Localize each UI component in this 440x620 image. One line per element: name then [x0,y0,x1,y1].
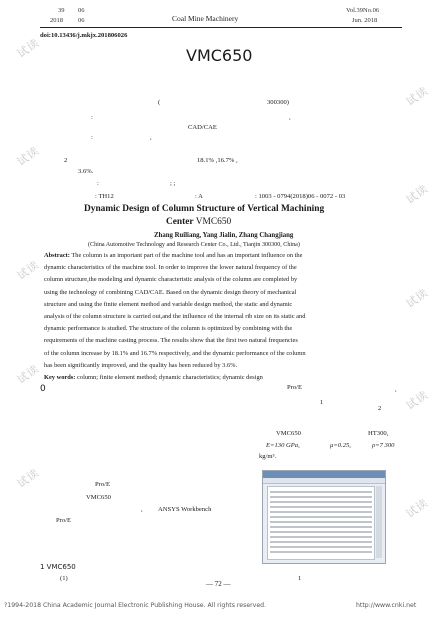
watermark: 试读 [403,84,431,109]
abstract-label: Abstract: [44,252,70,259]
body-ref-2: 2 [378,405,382,412]
zh-percentage-2: 3.6%. [78,168,94,175]
abstract-line-1 [44,250,396,262]
watermark: 试读 [403,388,431,413]
body-density-unit: kg/m³. [259,453,277,460]
zh-comma2: , [150,134,152,141]
en-affiliation: (China Automotive Technology and Research Center Co., Ltd., Tianjin 300300, China) [88,242,300,248]
en-authors: Zhang Ruiliang, Yang Jialin, Zhang Changjiang [154,232,294,239]
watermark: 试读 [403,182,431,207]
abstract-line-2: dynamic characteristics of the machine tool. In order to improve the lower natural frequency of the [44,264,297,272]
zh-colon2: : [91,134,93,141]
watermark: 试读 [14,36,42,61]
watermark: 试读 [14,362,42,387]
figure-row [270,546,372,548]
zh-keywords-semicolons: ; ; [170,180,176,187]
header-vol-right: Vol.39No.06 [346,7,380,14]
abstract-line-4: using the technology of combining CAD/CAE. Based on the dynamic design theory of mechanical [44,288,297,296]
figure-row [270,491,372,493]
body-proe: Pro/E [287,384,303,391]
section-1-subheading: (1) [60,575,68,582]
figure-row [270,521,372,523]
body-modulus: E=130 GPa, [266,442,300,449]
keywords-line [44,372,396,384]
header-rule [40,27,402,28]
software-screenshot-figure [262,470,386,564]
section-1-heading: 1 VMC650 [40,563,76,571]
body-vmc650: VMC650 [276,430,301,437]
body-left-vmc650: VMC650 [86,494,111,501]
body-right-ref-1: 1 [298,575,302,582]
zh-affil-paren: ( [158,99,161,106]
zh-article-id: : 1003 - 0794(2018)06 - 0072 - 03 [255,193,346,200]
zh-number-2: 2 [64,157,68,164]
abstract-line-7: dynamic performance is studied. The structure of the column is optimized by combining with the [44,325,293,333]
figure-row [270,516,372,518]
figure-row [270,506,372,508]
abstract-line-9: of the column increase by 18.1% and 16.7% respectively, and the dynamic performance of the column [44,349,306,357]
en-title-model: VMC650 [195,217,232,227]
abstract-line-8: requirements of the machine casting process. The results show that the first two natural frequencies [44,337,298,345]
header-date-right: Jun. 2018 [352,17,378,24]
zh-keywords-colon: : [97,180,99,187]
figure-titlebar [263,471,385,478]
footer-url: http://www.cnki.net [356,602,417,609]
watermark: 试读 [403,496,431,521]
header-month: 06 [78,17,85,24]
en-title-word: Center [166,217,194,227]
en-title-line2 [166,217,231,227]
zh-abstract-colon: : [91,114,93,121]
body-poisson: μ=0.25, [330,442,351,449]
body-left-proe-2: Pro/E [56,517,72,524]
figure-row [270,541,372,543]
doi: doi:10.13436/j.mkjx.201806026 [40,32,128,39]
body-density: ρ=7 300 [372,442,395,449]
watermark: 试读 [14,466,42,491]
figure-row [270,526,372,528]
zh-affil-code: 300300) [267,99,289,106]
figure-row [270,496,372,498]
zh-title: VMC650 [186,46,253,65]
header-volume: 39 [58,7,65,14]
abstract-line-6: analysis of the column structure is carried out,and the influence of the internal rib size on its static and [44,313,306,321]
body-material: HT300, [368,430,389,437]
footer-copyright: ?1994-2018 China Academic Journal Electronic Publishing House. All rights reserved. [4,602,267,609]
figure-table [267,486,375,560]
figure-row [270,531,372,533]
zh-doc-code: : A [195,193,203,200]
abstract [44,250,396,384]
section-0-number: 0 [40,384,46,394]
zh-abstract-comma: , [289,114,291,121]
figure-row [270,511,372,513]
journal-name: Coal Mine Machinery [172,14,239,23]
body-left-comma: , [141,506,143,513]
keywords-label: Key words: [44,374,76,382]
page-number: — 72 — [206,580,231,588]
body-ref-1: 1 [320,399,324,406]
watermark: 试读 [14,258,42,283]
abstract-text-1: The column is an important part of the machine tool and has an important influence on the [71,252,303,259]
figure-scrollbar [376,486,382,558]
zh-cadcae: CAD/CAE [188,124,217,131]
watermark: 试读 [14,144,42,169]
zh-percentages: 18.1% ,16.7% , [197,157,238,164]
figure-menubar [263,478,385,484]
body-ansys: ANSYS Workbench [158,506,212,513]
keywords-text: column; finite element method; dynamic characteristics; dynamic design [77,374,263,382]
body-left-proe: Pro/E [95,481,111,488]
header-issue: 06 [78,7,85,14]
header-year: 2018 [50,17,63,24]
abstract-line-3: column structure,the modeling and dynamic characteristic analysis of the column are completed by [44,276,298,284]
en-title-line1: Dynamic Design of Column Structure of Vertical Machining [84,204,325,214]
body-comma: , [395,386,397,393]
abstract-line-5: structure and using the finite element method and variable design method, the static and dynamic [44,300,293,308]
figure-row [270,536,372,538]
watermark: 试读 [403,286,431,311]
zh-clc-number: : TH12 [95,193,114,200]
abstract-line-10: has been significantly improved, and the quality has been reduced by 3.6%. [44,361,238,369]
figure-row [270,501,372,503]
figure-row [270,551,372,553]
